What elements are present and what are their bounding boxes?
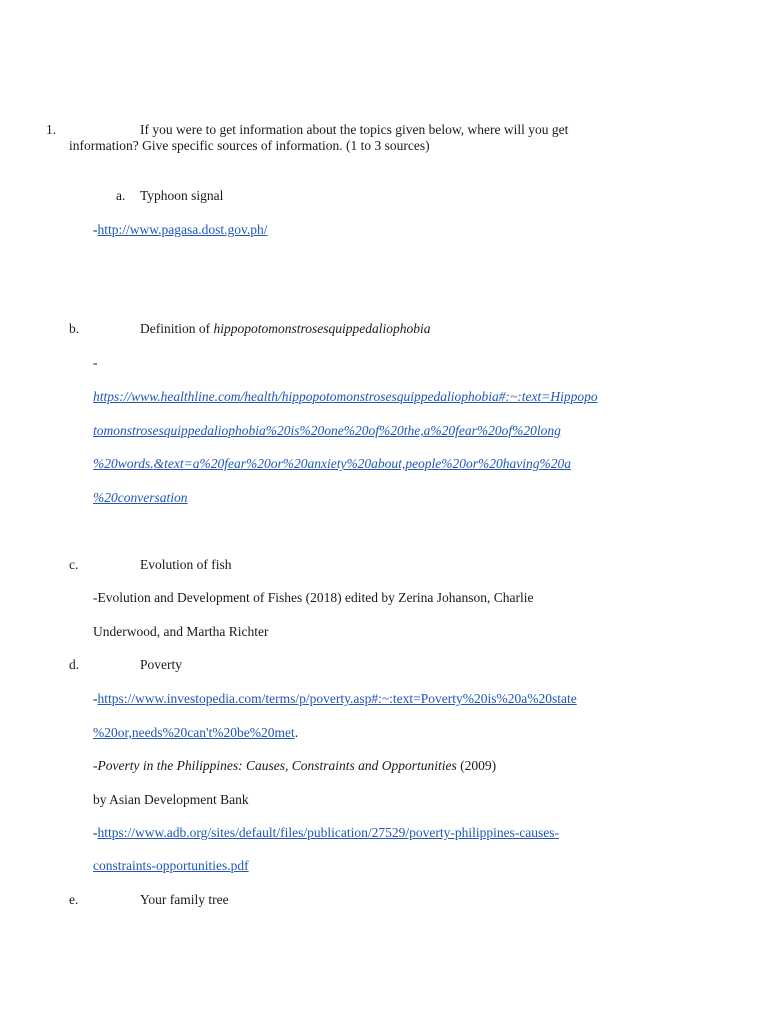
item-d-marker: d. xyxy=(69,657,80,672)
item-a-marker: a. xyxy=(116,188,126,203)
item-d-source1-line1 xyxy=(93,691,577,707)
item-d-title: Poverty xyxy=(140,657,182,672)
item-d-book-year: (2009) xyxy=(456,758,497,773)
item-e-title: Your family tree xyxy=(140,892,229,907)
item-a-title: Typhoon signal xyxy=(140,188,224,203)
healthline-link-line1[interactable]: https://www.healthline.com/health/hippopotomonstrosesquippedaliophobia#:~:text=Hippopo xyxy=(93,389,598,404)
item-a-dash: - xyxy=(93,222,98,237)
item-b-title-term: hippopotomonstrosesquippedaliophobia xyxy=(213,321,431,336)
healthline-link-line3[interactable]: %20words.&text=a%20fear%20or%20anxiety%20about,people%20or%20having%20a xyxy=(93,456,572,471)
item-c-marker: c. xyxy=(69,557,79,572)
question-text-line2: information? Give specific sources of information. (1 to 3 sources) xyxy=(69,138,430,153)
item-d-dash: - xyxy=(93,691,98,706)
healthline-link-line4[interactable]: %20conversation xyxy=(93,490,188,505)
item-b-title xyxy=(140,321,431,337)
item-b-title-prefix: Definition of xyxy=(140,321,214,336)
item-d-book-publisher: by Asian Development Bank xyxy=(93,792,249,807)
investopedia-link-line1[interactable]: https://www.investopedia.com/terms/p/poverty.asp#:~:text=Poverty%20is%20a%20state xyxy=(97,691,577,706)
item-d-source3-line1 xyxy=(93,825,559,841)
item-d-book-title: Poverty in the Philippines: Causes, Constraints and Opportunities xyxy=(97,758,457,773)
item-c-source-line2: Underwood, and Martha Richter xyxy=(93,624,269,639)
item-b-dash: - xyxy=(93,355,98,370)
item-c-source-line1: -Evolution and Development of Fishes (2018) edited by Zerina Johanson, Charlie xyxy=(93,590,534,605)
question-number: 1. xyxy=(46,122,57,137)
question-text-line1: If you were to get information about the topics given below, where will you get xyxy=(140,122,569,137)
adb-link-line2[interactable]: constraints-opportunities.pdf xyxy=(93,858,249,873)
healthline-link-line2[interactable]: tomonstrosesquippedaliophobia%20is%20one%20of%20the,a%20fear%20of%20long xyxy=(93,423,561,438)
item-c-title: Evolution of fish xyxy=(140,557,232,572)
item-b-marker: b. xyxy=(69,321,80,336)
item-d-period: . xyxy=(294,725,299,740)
adb-link-line1[interactable]: https://www.adb.org/sites/default/files/publication/27529/poverty-philippines-causes- xyxy=(97,825,560,840)
item-a-source xyxy=(93,222,267,238)
item-d-dash2: - xyxy=(93,825,98,840)
investopedia-link-line2[interactable]: %20or,needs%20can't%20be%20met xyxy=(93,725,295,740)
item-d-book-citation xyxy=(93,758,496,774)
item-d-source1-line2 xyxy=(93,725,298,741)
item-e-marker: e. xyxy=(69,892,79,907)
pagasa-link[interactable]: http://www.pagasa.dost.gov.ph/ xyxy=(97,222,268,237)
item-d-book-dash: - xyxy=(93,758,98,773)
